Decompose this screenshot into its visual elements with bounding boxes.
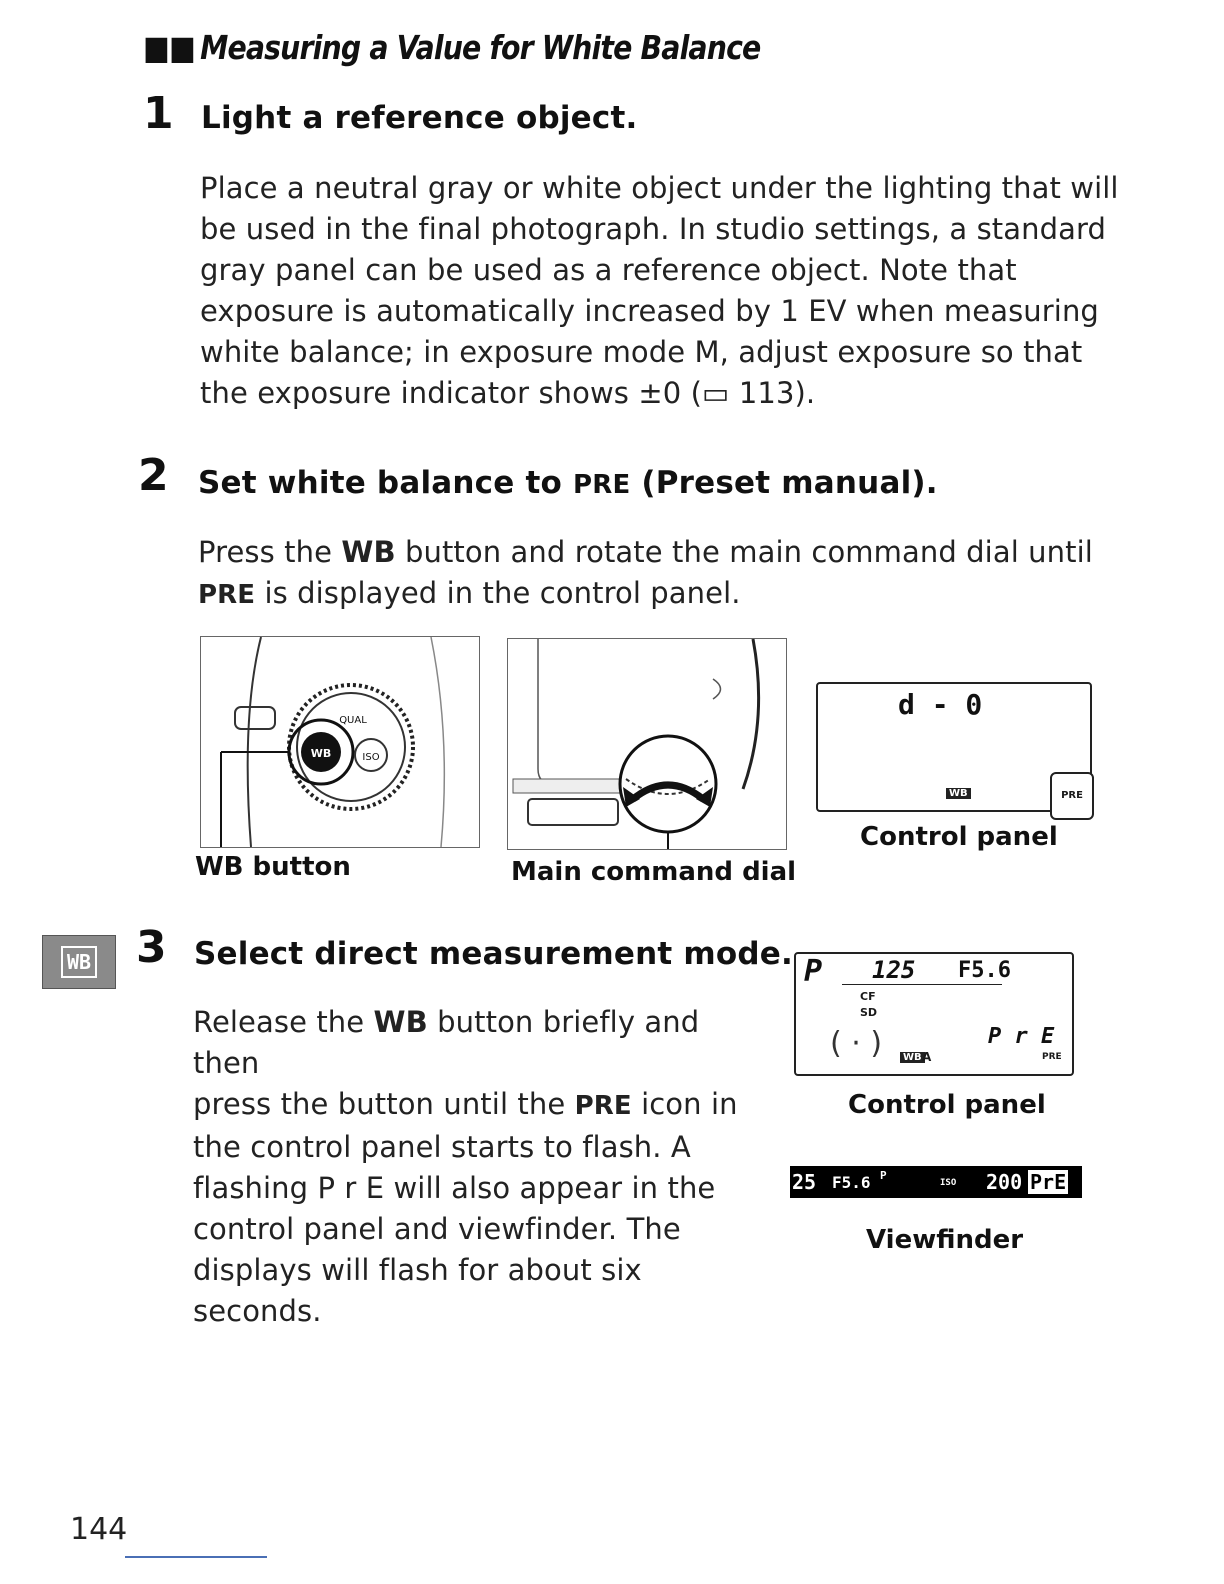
step-1-number: 1: [143, 88, 174, 139]
page-rule: [125, 1556, 267, 1558]
viewfinder-display: [790, 1166, 1082, 1198]
lcd2-cf: CF: [860, 990, 876, 1003]
step-1-line: gray panel can be used as a reference object. Note that: [200, 253, 1017, 287]
section-title: [143, 28, 760, 67]
step-3-line: control panel and viewfinder. The: [193, 1212, 681, 1246]
lcd2-mode: P: [804, 954, 823, 989]
step-1-line: Place a neutral gray or white object under the lighting that will: [200, 171, 1119, 205]
viewfinder-caption: Viewfinder: [866, 1225, 1024, 1255]
step-3-line: [193, 1084, 773, 1127]
step-2-title-kw: PRE: [572, 470, 631, 500]
lcd2-pre-tag: PRE: [1042, 1052, 1062, 1062]
wb-chapter-tab: [42, 935, 116, 989]
vf-iso-value: 200: [986, 1170, 1023, 1194]
step-3-line: displays will flash for about six seconds.: [193, 1253, 642, 1328]
step-1-title: Light a reference object.: [201, 100, 638, 136]
step-3-line: [193, 1002, 773, 1084]
vf-iso-label: ISO: [940, 1178, 957, 1188]
main-dial-figure: [507, 638, 787, 850]
step-3-title: Select direct measurement mode.: [194, 936, 793, 972]
control-panel-lcd-2: [794, 952, 1074, 1076]
camera-back-illustration: [508, 639, 786, 849]
lcd2-wb-a: A: [922, 1050, 932, 1064]
lcd2-underline: [842, 984, 1002, 985]
lcd2-sd: SD: [860, 1006, 878, 1019]
page-number: 144: [70, 1512, 128, 1547]
wb-chapter-tab-label: WB: [61, 946, 97, 978]
step-1-line: white balance; in exposure mode M, adjust exposure so that: [200, 335, 1083, 369]
step-2-line: [198, 573, 1118, 616]
lcd2-wb-tag: WB: [900, 1052, 925, 1063]
lcd2-meter-icon: ( · ): [830, 1026, 883, 1061]
step-1-line: exposure is automatically increased by 1 EV when measuring: [200, 294, 1099, 328]
wb-button-figure: [200, 636, 480, 848]
lcd-pre-indicator: PRE: [1050, 772, 1094, 820]
step-3-line-kw: WB: [373, 1005, 428, 1039]
step-1-body: [200, 168, 1120, 414]
lcd2-shutter: 125: [872, 956, 916, 984]
section-marker: ■■: [143, 28, 195, 67]
lcd-segment-display: d - 0: [898, 688, 983, 721]
step-3-line-b: button briefly and then: [193, 1005, 700, 1080]
step-2-title-post: (Preset manual).: [630, 465, 938, 501]
step-3-line-kw: PRE: [574, 1091, 632, 1121]
vf-pre-display: PrE: [1030, 1170, 1067, 1194]
step-2-line-kw: PRE: [198, 580, 256, 610]
wb-dial-label: WB: [310, 747, 332, 760]
qual-dial-label: QUAL: [339, 715, 367, 726]
lcd-wb-tag: WB: [946, 788, 971, 799]
iso-dial-label: ISO: [362, 752, 380, 763]
step-2-line-kw: WB: [341, 535, 396, 569]
lcd2-aperture: F5.6: [958, 958, 1011, 983]
vf-aperture: F5.6: [832, 1173, 871, 1192]
step-2-line-a: Press the: [198, 535, 342, 569]
step-2-title: [198, 465, 938, 501]
vf-shutter: 25: [792, 1170, 817, 1194]
step-2-line-b: is displayed in the control panel.: [255, 576, 741, 610]
step-1-line: be used in the final photograph. In studio settings, a standard: [200, 212, 1106, 246]
step-2-line-b: button and rotate the main command dial until: [395, 535, 1093, 569]
step-3-line-a: press the button until the: [193, 1087, 575, 1121]
step-3-body: [193, 1002, 773, 1332]
control-panel-caption-2: Control panel: [848, 1090, 1046, 1120]
step-3-line-b: icon in: [631, 1087, 738, 1121]
step-2-body: [198, 532, 1118, 616]
step-3-line: the control panel starts to flash. A: [193, 1130, 691, 1164]
step-3-number: 3: [136, 922, 167, 973]
main-dial-caption: Main command dial: [511, 857, 797, 887]
vf-mode: P: [880, 1169, 887, 1182]
step-3-line: flashing P r E will also appear in the: [193, 1171, 716, 1205]
lcd2-pre-display: P r E: [988, 1024, 1055, 1049]
wb-button-caption: WB button: [195, 852, 351, 882]
step-3-line-a: Release the: [193, 1005, 374, 1039]
section-title-text: Measuring a Value for White Balance: [200, 28, 761, 67]
control-panel-caption-1: Control panel: [860, 822, 1058, 852]
camera-top-illustration: [201, 637, 479, 847]
step-2-number: 2: [138, 450, 169, 501]
step-1-line: the exposure indicator shows ±0 (▭ 113).: [200, 376, 816, 410]
step-2-title-pre: Set white balance to: [198, 465, 573, 501]
step-2-line: [198, 532, 1118, 573]
